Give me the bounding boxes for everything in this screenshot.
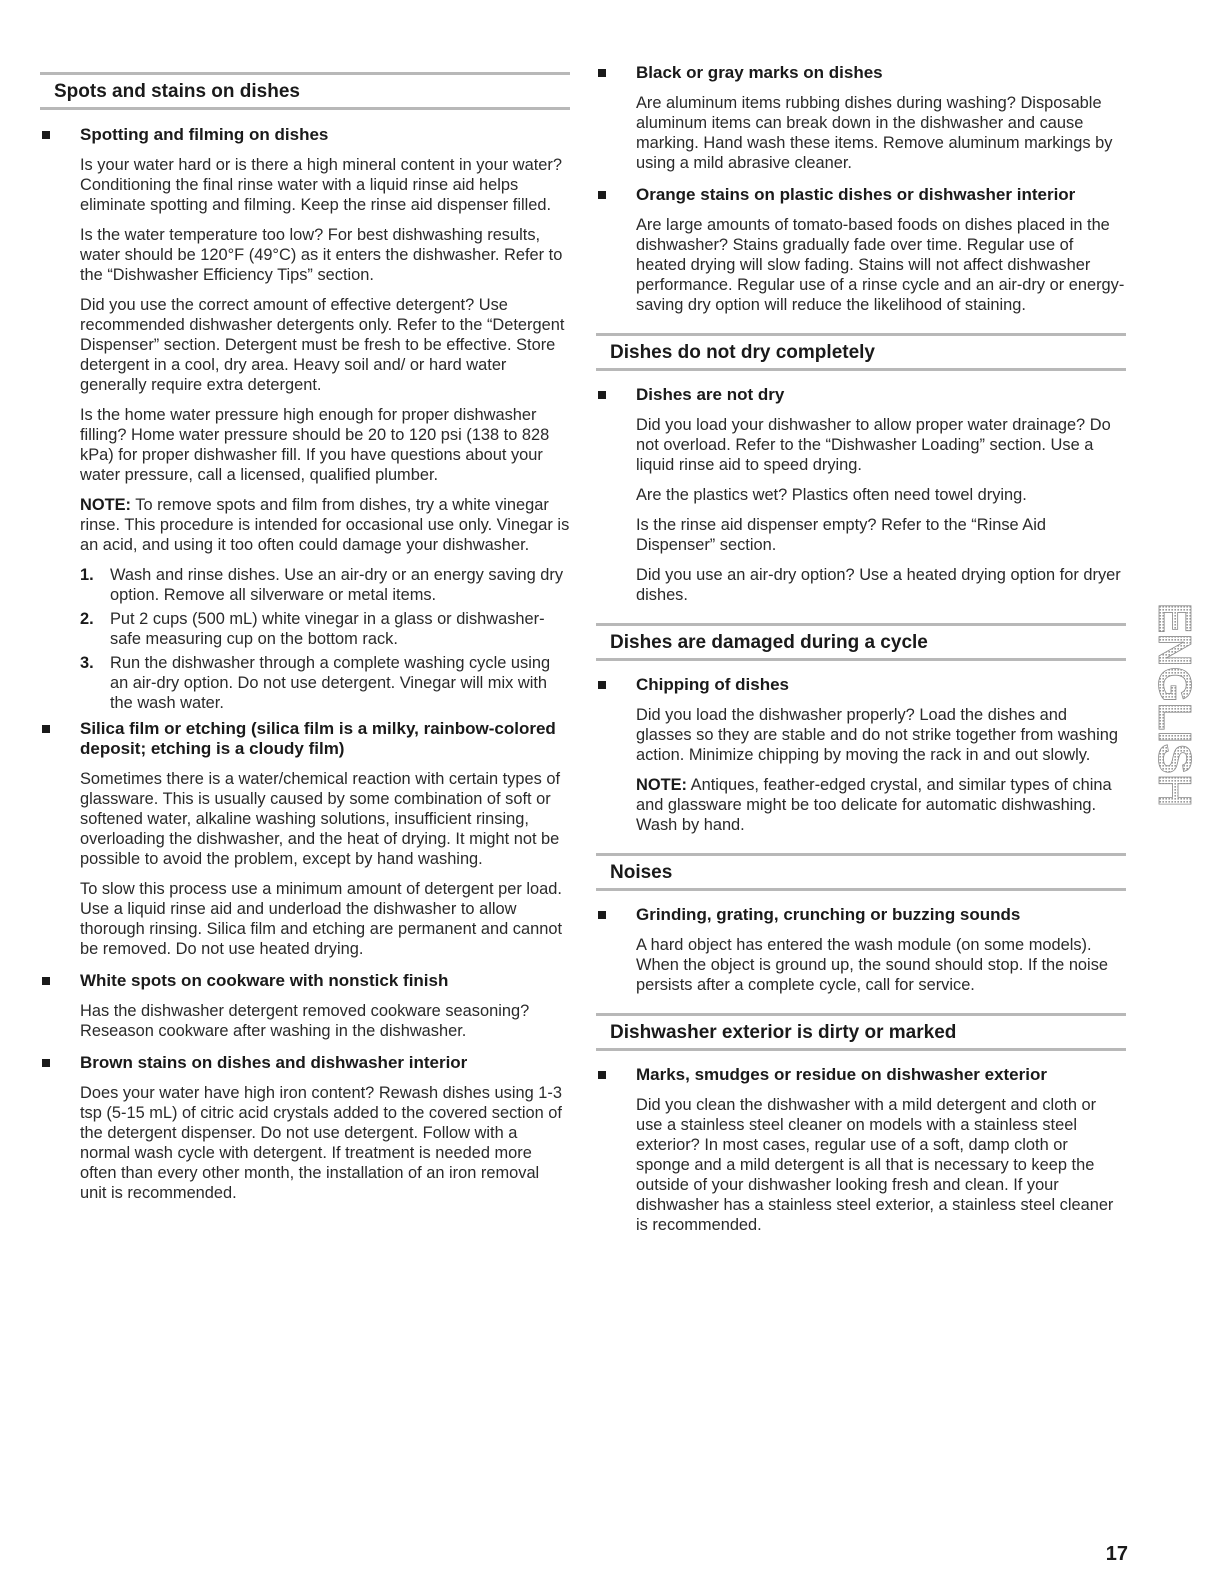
paragraph: Did you load the dishwasher properly? Load the dishes and glasses so they are stable and do not strike together from washing action. Minimize chipping by moving the rack in and out slowly.	[636, 706, 1118, 764]
item-heading-black-marks: Black or gray marks on dishes	[596, 63, 1126, 83]
paragraph: Did you clean the dishwasher with a mild detergent and cloth or use a stainless steel cleaner on models with a stainless steel exterior? In most cases, regular use of a soft, damp cloth or sponge and a mild detergent is all that is necessary to keep the outside of your dishwasher looking fresh and clean. If your dishwasher has a stainless steel exterior, a stainless steel cleaner is recommended.	[636, 1096, 1114, 1234]
paragraph: To slow this process use a minimum amount of detergent per load. Use a liquid rinse aid and underload the dishwasher to allow thorough rinsing. Silica film and etching are permanent and cannot be removed. Do not use heated drying.	[80, 880, 562, 958]
paragraph: Has the dishwasher detergent removed cookware seasoning? Reseason cookware after washing in the dishwasher.	[80, 1002, 530, 1040]
note-paragraph: NOTE: Antiques, feather-edged crystal, and similar types of china and glassware might be too delicate for automatic dishwashing. Wash by hand.	[636, 776, 1112, 834]
item-heading-spotting: Spotting and filming on dishes	[40, 125, 570, 145]
item-heading-white-spots: White spots on cookware with nonstick finish	[40, 971, 570, 991]
item-heading-marks-exterior: Marks, smudges or residue on dishwasher exterior	[596, 1065, 1126, 1085]
paragraph: Are large amounts of tomato-based foods on dishes placed in the dishwasher? Stains gradually fade over time. Regular use of heated drying will slow fading. Stains will not affect dishwasher performance. Regular use of a rinse cycle and an air-dry or energy-saving dry option will reduce the likelihood of staining.	[636, 216, 1125, 314]
bullet-icon	[598, 191, 606, 199]
page-number: 17	[1105, 1543, 1128, 1565]
item-heading-silica: Silica film or etching (silica film is a milky, rainbow-colored deposit; etching is a cloudy film)	[40, 719, 570, 759]
paragraph: Is your water hard or is there a high mineral content in your water? Conditioning the final rinse water with a liquid rinse aid helps eliminate spotting and filming. Keep the rinse aid dispenser filled.	[80, 156, 562, 214]
paragraph: Is the home water pressure high enough for proper dishwasher filling? Home water pressure should be 20 to 120 psi (138 to 828 kPa) for proper dishwasher fill. If you have questions about your water pressure, call a licensed, qualified plumber.	[80, 406, 550, 484]
item-heading-brown-stains: Brown stains on dishes and dishwasher interior	[40, 1053, 570, 1073]
paragraph: Did you use an air-dry option? Use a heated drying option for dryer dishes.	[636, 566, 1121, 604]
steps-list	[40, 565, 570, 713]
left-column	[40, 0, 570, 1203]
section-title-exterior: Dishwasher exterior is dirty or marked	[596, 1013, 1126, 1051]
step-item: 1. Wash and rinse dishes. Use an air-dry or an energy saving dry option. Remove all silverware or metal items.	[80, 566, 564, 604]
note-label: NOTE:	[636, 776, 687, 794]
step-item: 2. Put 2 cups (500 mL) white vinegar in a glass or dishwasher-safe measuring cup on the bottom rack.	[80, 610, 545, 648]
bullet-icon	[42, 1059, 50, 1067]
side-tab-text: ENGLISH	[1148, 602, 1201, 808]
section-title-dry: Dishes do not dry completely	[596, 333, 1126, 371]
paragraph: Sometimes there is a water/chemical reaction with certain types of glassware. This is usually caused by some combination of soft or softened water, alkaline washing solutions, insufficient rinsing, overloading the dishwasher, and the heat of drying. It might not be possible to avoid the problem, except by hand washing.	[80, 770, 561, 868]
section-title-noises: Noises	[596, 853, 1126, 891]
section-title-damaged: Dishes are damaged during a cycle	[596, 623, 1126, 661]
bullet-icon	[42, 131, 50, 139]
note-paragraph: NOTE: To remove spots and film from dishes, try a white vinegar rinse. This procedure is intended for occasional use only. Vinegar is an acid, and using it too often could damage your dishwasher.	[80, 496, 570, 554]
section-title-spots: Spots and stains on dishes	[40, 72, 570, 110]
bullet-icon	[598, 911, 606, 919]
paragraph: A hard object has entered the wash module (on some models). When the object is ground up, the sound should stop. If the noise persists after a complete cycle, call for service.	[636, 936, 1108, 994]
paragraph: Does your water have high iron content? Rewash dishes using 1-3 tsp (5-15 mL) of citric acid crystals added to the covered section of the detergent dispenser. Do not use detergent. Follow with a normal wash cycle with detergent. If treatment is needed more often than every other month, the installation of an iron removal unit is recommended.	[80, 1084, 562, 1202]
item-heading-chipping: Chipping of dishes	[596, 675, 1126, 695]
bullet-icon	[598, 1071, 606, 1079]
paragraph: Is the water temperature too low? For best dishwashing results, water should be 120°F (49°C) as it enters the dishwasher. Refer to the “Dishwasher Efficiency Tips” section.	[80, 226, 563, 284]
paragraph: Are the plastics wet? Plastics often need towel drying.	[636, 486, 1027, 504]
item-heading-orange-stains: Orange stains on plastic dishes or dishwasher interior	[596, 185, 1126, 205]
bullet-icon	[598, 681, 606, 689]
right-column	[596, 0, 1126, 1235]
bullet-icon	[42, 977, 50, 985]
bullet-icon	[598, 69, 606, 77]
paragraph: Is the rinse aid dispenser empty? Refer to the “Rinse Aid Dispenser” section.	[636, 516, 1046, 554]
bullet-icon	[42, 725, 50, 733]
note-label: NOTE:	[80, 496, 131, 514]
language-side-tab	[1148, 565, 1201, 845]
step-item: 3. Run the dishwasher through a complete washing cycle using an air-dry option. Do not use detergent. Vinegar will mix with the wash water.	[80, 654, 551, 712]
paragraph: Are aluminum items rubbing dishes during washing? Disposable aluminum items can break down in the dishwasher and cause marking. Hand wash these items. Remove aluminum markings by using a mild abrasive cleaner.	[636, 94, 1113, 172]
item-heading-grinding: Grinding, grating, crunching or buzzing sounds	[596, 905, 1126, 925]
paragraph: Did you load your dishwasher to allow proper water drainage? Do not overload. Refer to the “Dishwasher Loading” section. Use a liquid rinse aid to speed drying.	[636, 416, 1111, 474]
paragraph: Did you use the correct amount of effective detergent? Use recommended dishwasher detergents only. Refer to the “Detergent Dispenser” section. Detergent must be fresh to be effective. Store detergent in a cool, dry area. Heavy soil and/ or hard water generally require extra detergent.	[80, 296, 565, 394]
item-heading-not-dry: Dishes are not dry	[596, 385, 1126, 405]
bullet-icon	[598, 391, 606, 399]
